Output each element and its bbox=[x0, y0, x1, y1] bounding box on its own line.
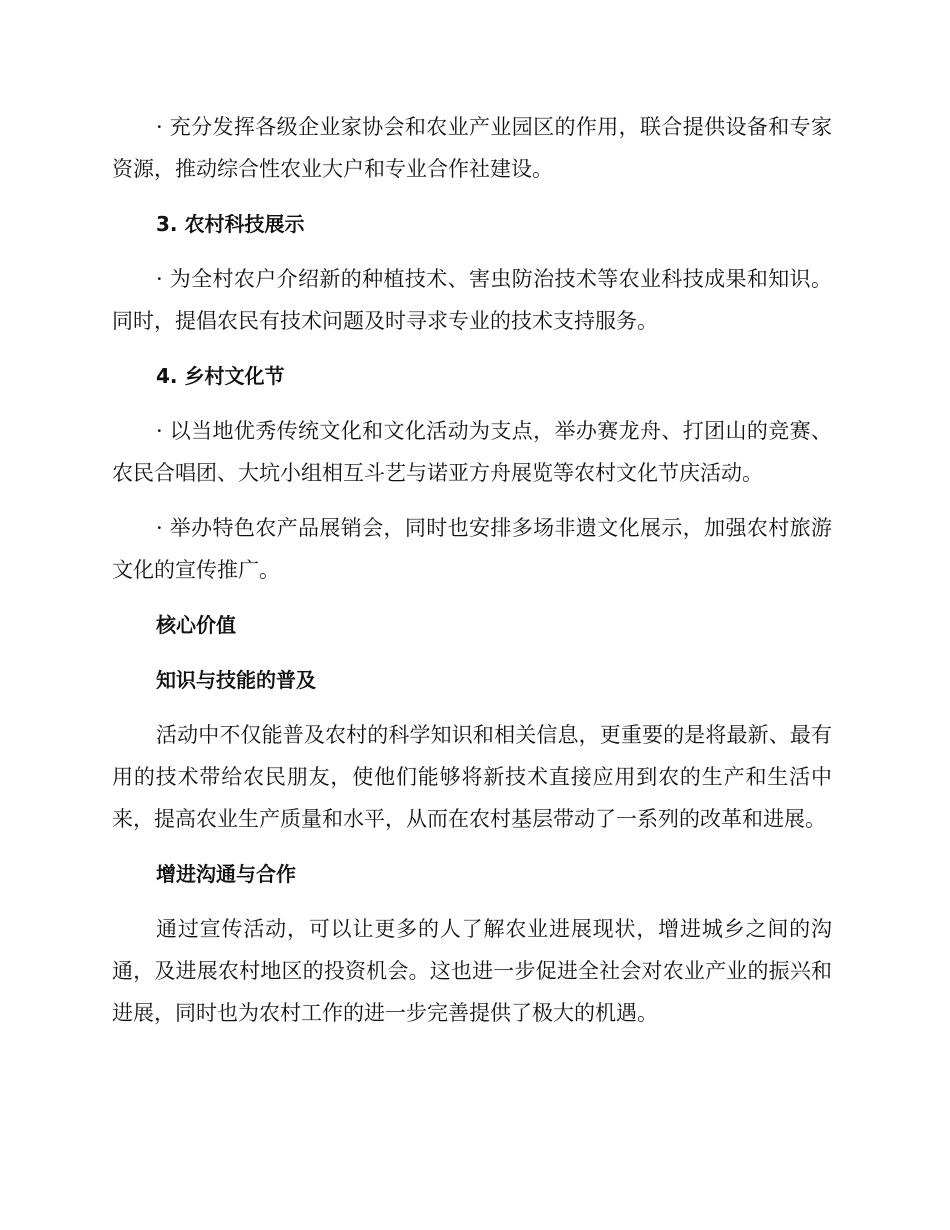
para-knowledge-skills: 活动中不仅能普及农村的科学知识和相关信息，更重要的是将最新、最有用的技术带给农民朋友，使他们能够将新技术直接应用到农的生产和生活中来，提高农业生产质量和水平，从而在农村基层带动了一系列的改革和进展。 bbox=[112, 723, 832, 831]
bullet-product-fair: · 举办特色农产品展销会，同时也安排多场非遗文化展示，加强农村旅游文化的宣传推广。 bbox=[112, 516, 832, 582]
heading-knowledge-skills: 知识与技能的普及 bbox=[156, 668, 316, 692]
para-communication-cooperation: 通过宣传活动，可以让更多的人了解农业进展现状，增进城乡之间的沟通，及进展农村地区的投资机会。这也进一步促进全社会对农业产业的振兴和进展，同时也为农村工作的进一步完善提供了极大的机遇。 bbox=[112, 917, 832, 1025]
bullet-culture-activities: · 以当地优秀传统文化和文化活动为支点，举办赛龙舟、打团山的竞赛、农民合唱团、大坑小组相互斗艺与诺亚方舟展览等农村文化节庆活动。 bbox=[112, 419, 832, 485]
heading-core-value: 核心价值 bbox=[156, 613, 236, 637]
heading-communication-cooperation: 增进沟通与合作 bbox=[156, 862, 296, 886]
heading-rural-culture-festival: 4. 乡村文化节 bbox=[156, 364, 285, 388]
heading-rural-tech-exhibition: 3. 农村科技展示 bbox=[156, 212, 305, 236]
bullet-enterprise-association: · 充分发挥各级企业家协会和农业产业园区的作用，联合提供设备和专家资源，推动综合性农业大户和专业合作社建设。 bbox=[112, 115, 832, 181]
bullet-tech-introduction: · 为全村农户介绍新的种植技术、害虫防治技术等农业科技成果和知识。同时，提倡农民有技术问题及时寻求专业的技术支持服务。 bbox=[112, 267, 832, 333]
document-page bbox=[112, 106, 832, 1047]
